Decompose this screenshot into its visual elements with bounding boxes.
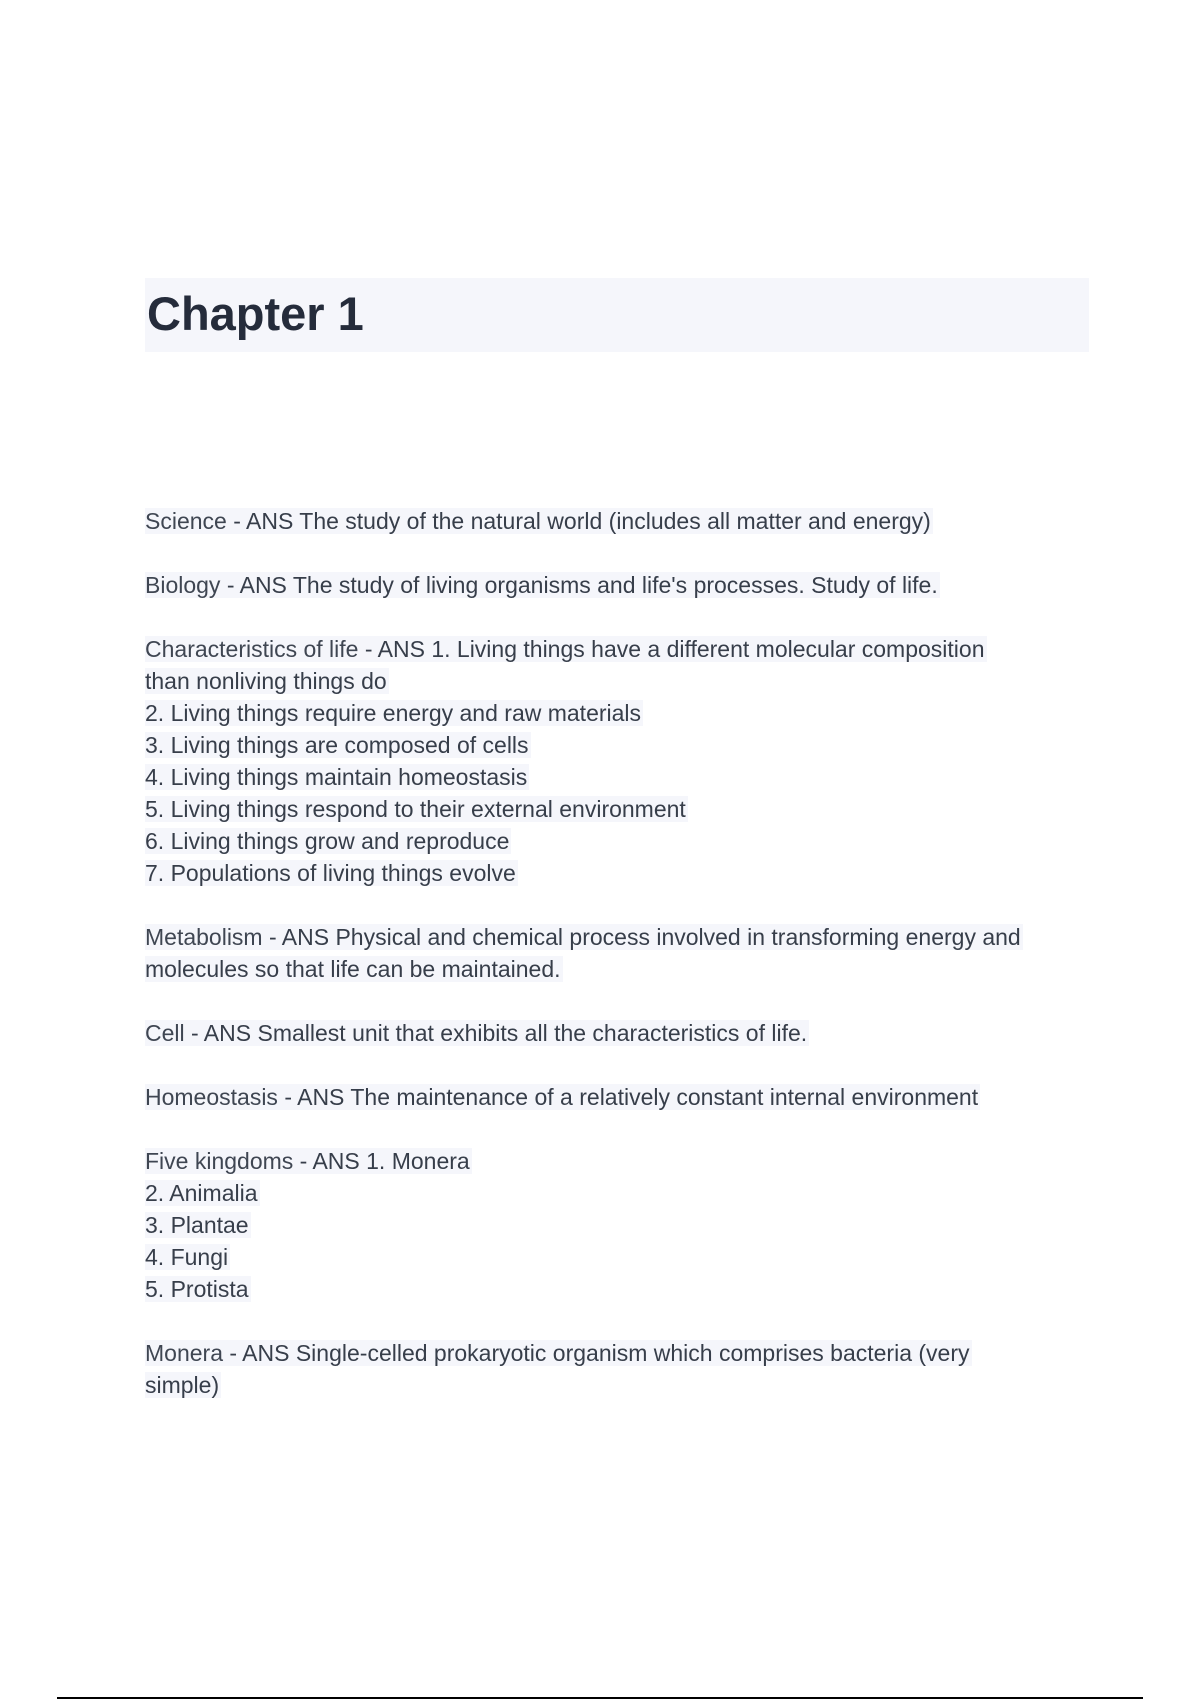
answer-separator: - ANS (184, 1020, 258, 1046)
list-item (145, 729, 1085, 761)
definition-entry (145, 1337, 1085, 1401)
entry-definition: molecules so that life can be maintained. (145, 956, 561, 982)
entry-term: Homeostasis (145, 1084, 278, 1110)
definition-entry (145, 1081, 1085, 1113)
definition-entry (145, 921, 1085, 985)
answer-separator: - ANS (277, 1084, 351, 1110)
entry-definition: Physical and chemical process involved in transforming energy and (335, 924, 1021, 950)
entry-line (145, 1017, 1085, 1049)
page-bottom-divider (57, 1697, 1143, 1699)
entry-line (145, 1081, 1085, 1113)
entry-definition: 4. Fungi (145, 1244, 229, 1270)
entry-definition: 4. Living things maintain homeostasis (145, 764, 528, 790)
entry-term: Five kingdoms (145, 1148, 294, 1174)
entry-definition: 3. Living things are composed of cells (145, 732, 529, 758)
entry-line (145, 1369, 1085, 1401)
entry-definition: 1. Monera (366, 1148, 470, 1174)
entry-term: Monera (145, 1340, 223, 1366)
entry-line (145, 1145, 1085, 1177)
entry-line (145, 665, 1085, 697)
answer-separator: - ANS (358, 636, 432, 662)
definition-entry (145, 1017, 1085, 1049)
entry-term: Science (145, 508, 227, 534)
answer-separator: - ANS (226, 508, 300, 534)
chapter-heading-box (145, 278, 1089, 352)
entry-line (145, 633, 1085, 665)
entry-term: Metabolism (145, 924, 263, 950)
list-item (145, 793, 1085, 825)
entry-definition: The maintenance of a relatively constant internal environment (350, 1084, 979, 1110)
entry-definition: 2. Living things require energy and raw materials (145, 700, 642, 726)
list-item (145, 825, 1085, 857)
answer-separator: - ANS (220, 572, 293, 598)
definition-entry (145, 569, 1085, 601)
entry-line (145, 1337, 1085, 1369)
entry-definition: 5. Living things respond to their external environment (145, 796, 686, 822)
entry-line (145, 569, 1085, 601)
definition-entry (145, 633, 1085, 889)
list-item (145, 761, 1085, 793)
list-item (145, 1209, 1085, 1241)
flashcard-list (145, 505, 1085, 1433)
entry-definition: 2. Animalia (145, 1180, 258, 1206)
definition-entry (145, 1145, 1085, 1305)
entry-term: Characteristics of life (145, 636, 359, 662)
definition-entry (145, 505, 1085, 537)
entry-definition: than nonliving things do (145, 668, 387, 694)
entry-definition: 3. Plantae (145, 1212, 249, 1238)
entry-definition: 1. Living things have a different molecular composition (431, 636, 985, 662)
entry-definition: Smallest unit that exhibits all the characteristics of life. (257, 1020, 808, 1046)
list-item (145, 1177, 1085, 1209)
answer-separator: - ANS (262, 924, 336, 950)
entry-definition: 7. Populations of living things evolve (145, 860, 516, 886)
entry-definition: The study of the natural world (includes all matter and energy) (299, 508, 931, 534)
entry-line (145, 921, 1085, 953)
list-item (145, 1241, 1085, 1273)
list-item (145, 697, 1085, 729)
entry-line (145, 953, 1085, 985)
page-title: Chapter 1 (147, 287, 364, 340)
entry-definition: Single-celled prokaryotic organism which comprises bacteria (very (295, 1340, 970, 1366)
answer-separator: - ANS (293, 1148, 367, 1174)
entry-definition: The study of living organisms and life's processes. Study of life. (292, 572, 938, 598)
entry-line (145, 505, 1085, 537)
answer-separator: - ANS (222, 1340, 296, 1366)
entry-definition: 6. Living things grow and reproduce (145, 828, 510, 854)
entry-definition: 5. Protista (145, 1276, 249, 1302)
entry-term: Biology (145, 572, 221, 598)
list-item (145, 857, 1085, 889)
entry-term: Cell (145, 1020, 185, 1046)
entry-definition: simple) (145, 1372, 220, 1398)
list-item (145, 1273, 1085, 1305)
